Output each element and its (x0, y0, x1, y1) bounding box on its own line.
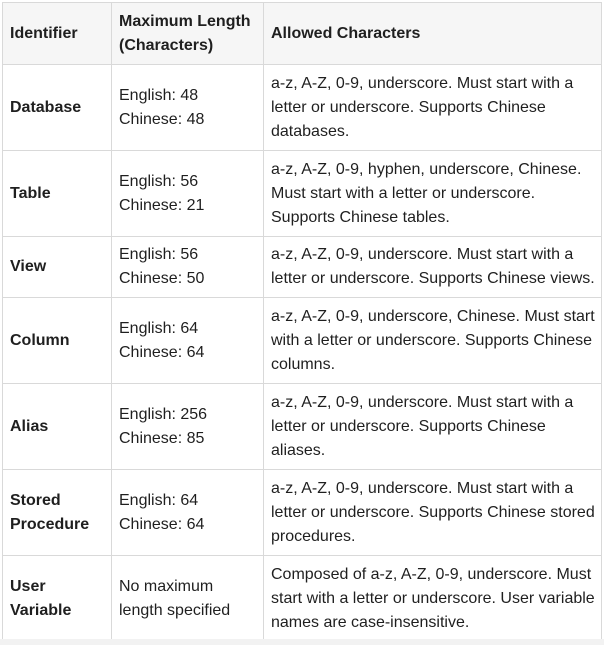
max-length-cell-line: English: 56 (119, 246, 199, 263)
table-row (3, 151, 602, 237)
max-length-cell (112, 151, 264, 237)
identifier-cell (3, 470, 112, 556)
max-length-cell-line: English: 64 (119, 319, 199, 337)
allowed-characters-cell-line: a-z, A-Z, 0-9, underscore. Must start with a (271, 246, 574, 263)
max-length-cell-line: English: 56 (119, 172, 199, 190)
max-length-cell-line: Chinese: 21 (119, 196, 205, 214)
allowed-characters-cell-line: letter or underscore. Supports Chinese (271, 98, 546, 116)
allowed-characters-cell-line: Must start with a letter or underscore. (271, 184, 536, 202)
table-row (3, 384, 602, 470)
identifier-cell (3, 151, 112, 237)
max-length-cell-line: English: 48 (119, 86, 199, 104)
identifier-cell-line: Procedure (10, 515, 90, 533)
identifier-cell-line: User (10, 577, 46, 595)
identifier-cell-line: Column (10, 331, 70, 349)
allowed-characters-cell-line: columns. (271, 355, 336, 373)
allowed-characters-cell-line: a-z, A-Z, 0-9, underscore, Chinese. Must start (271, 307, 595, 325)
allowed-characters-cell-line: procedures. (271, 527, 356, 545)
header-identifier: Identifier (3, 3, 112, 65)
max-length-cell-line: Chinese: 85 (119, 429, 205, 447)
max-length-cell (112, 237, 264, 298)
max-length-cell-line: English: 256 (119, 405, 208, 423)
header-max-length-line2: (Characters) (119, 36, 214, 54)
allowed-characters-cell-line: with a letter or underscore. Supports Chinese (271, 331, 593, 349)
identifier-cell-line: View (10, 258, 47, 275)
allowed-characters-cell (264, 556, 602, 642)
max-length-cell-line: length specified (119, 601, 231, 619)
identifier-cell-line: Database (10, 98, 82, 116)
max-length-cell-line: No maximum (119, 577, 214, 595)
allowed-characters-cell-line: aliases. (271, 441, 326, 459)
allowed-characters-cell-line: letter or underscore. Supports Chinese views. (271, 270, 595, 287)
max-length-cell (112, 470, 264, 556)
identifier-cell-line: Stored (10, 491, 61, 509)
header-max-length-line1: Maximum Length (119, 12, 251, 30)
identifier-cell (3, 556, 112, 642)
identifier-cell (3, 237, 112, 298)
header-row (3, 3, 602, 65)
max-length-cell (112, 556, 264, 642)
table-body (3, 65, 602, 642)
allowed-characters-cell-line: letter or underscore. Supports Chinese (271, 417, 546, 435)
allowed-characters-cell-line: Composed of a-z, A-Z, 0-9, underscore. Must (271, 565, 592, 583)
page-bottom-edge (0, 639, 604, 645)
allowed-characters-cell (264, 470, 602, 556)
table-row (3, 556, 602, 642)
max-length-cell (112, 298, 264, 384)
max-length-cell-line: Chinese: 64 (119, 343, 205, 361)
allowed-characters-cell-line: start with a letter or underscore. User variable (271, 589, 595, 607)
table-header (3, 3, 602, 65)
table-row (3, 470, 602, 556)
identifier-cell-line: Variable (10, 601, 72, 619)
identifier-rules-table (2, 2, 602, 642)
max-length-cell-line: English: 64 (119, 491, 199, 509)
identifier-cell (3, 298, 112, 384)
allowed-characters-cell-line: names are case-insensitive. (271, 613, 470, 631)
allowed-characters-cell (264, 65, 602, 151)
table-row (3, 237, 602, 298)
table-row (3, 298, 602, 384)
allowed-characters-cell-line: databases. (271, 122, 350, 140)
table-row (3, 65, 602, 151)
header-max-length (112, 3, 264, 65)
max-length-cell-line: Chinese: 50 (119, 270, 205, 287)
allowed-characters-cell-line: a-z, A-Z, 0-9, underscore. Must start with a (271, 74, 574, 92)
allowed-characters-cell-line: a-z, A-Z, 0-9, hyphen, underscore, Chinese. (271, 160, 582, 178)
header-allowed-characters: Allowed Characters (264, 3, 602, 65)
max-length-cell (112, 384, 264, 470)
allowed-characters-cell-line: a-z, A-Z, 0-9, underscore. Must start with a (271, 479, 574, 497)
allowed-characters-cell-line: letter or underscore. Supports Chinese stored (271, 503, 595, 521)
allowed-characters-cell-line: a-z, A-Z, 0-9, underscore. Must start with a (271, 393, 574, 411)
allowed-characters-cell (264, 237, 602, 298)
identifier-cell-line: Table (10, 184, 51, 202)
allowed-characters-cell (264, 384, 602, 470)
max-length-cell (112, 65, 264, 151)
allowed-characters-cell (264, 298, 602, 384)
allowed-characters-cell (264, 151, 602, 237)
identifier-cell-line: Alias (10, 417, 49, 435)
allowed-characters-cell-line: Supports Chinese tables. (271, 208, 450, 226)
max-length-cell-line: Chinese: 48 (119, 110, 205, 128)
identifier-cell (3, 384, 112, 470)
identifier-cell (3, 65, 112, 151)
max-length-cell-line: Chinese: 64 (119, 515, 205, 533)
